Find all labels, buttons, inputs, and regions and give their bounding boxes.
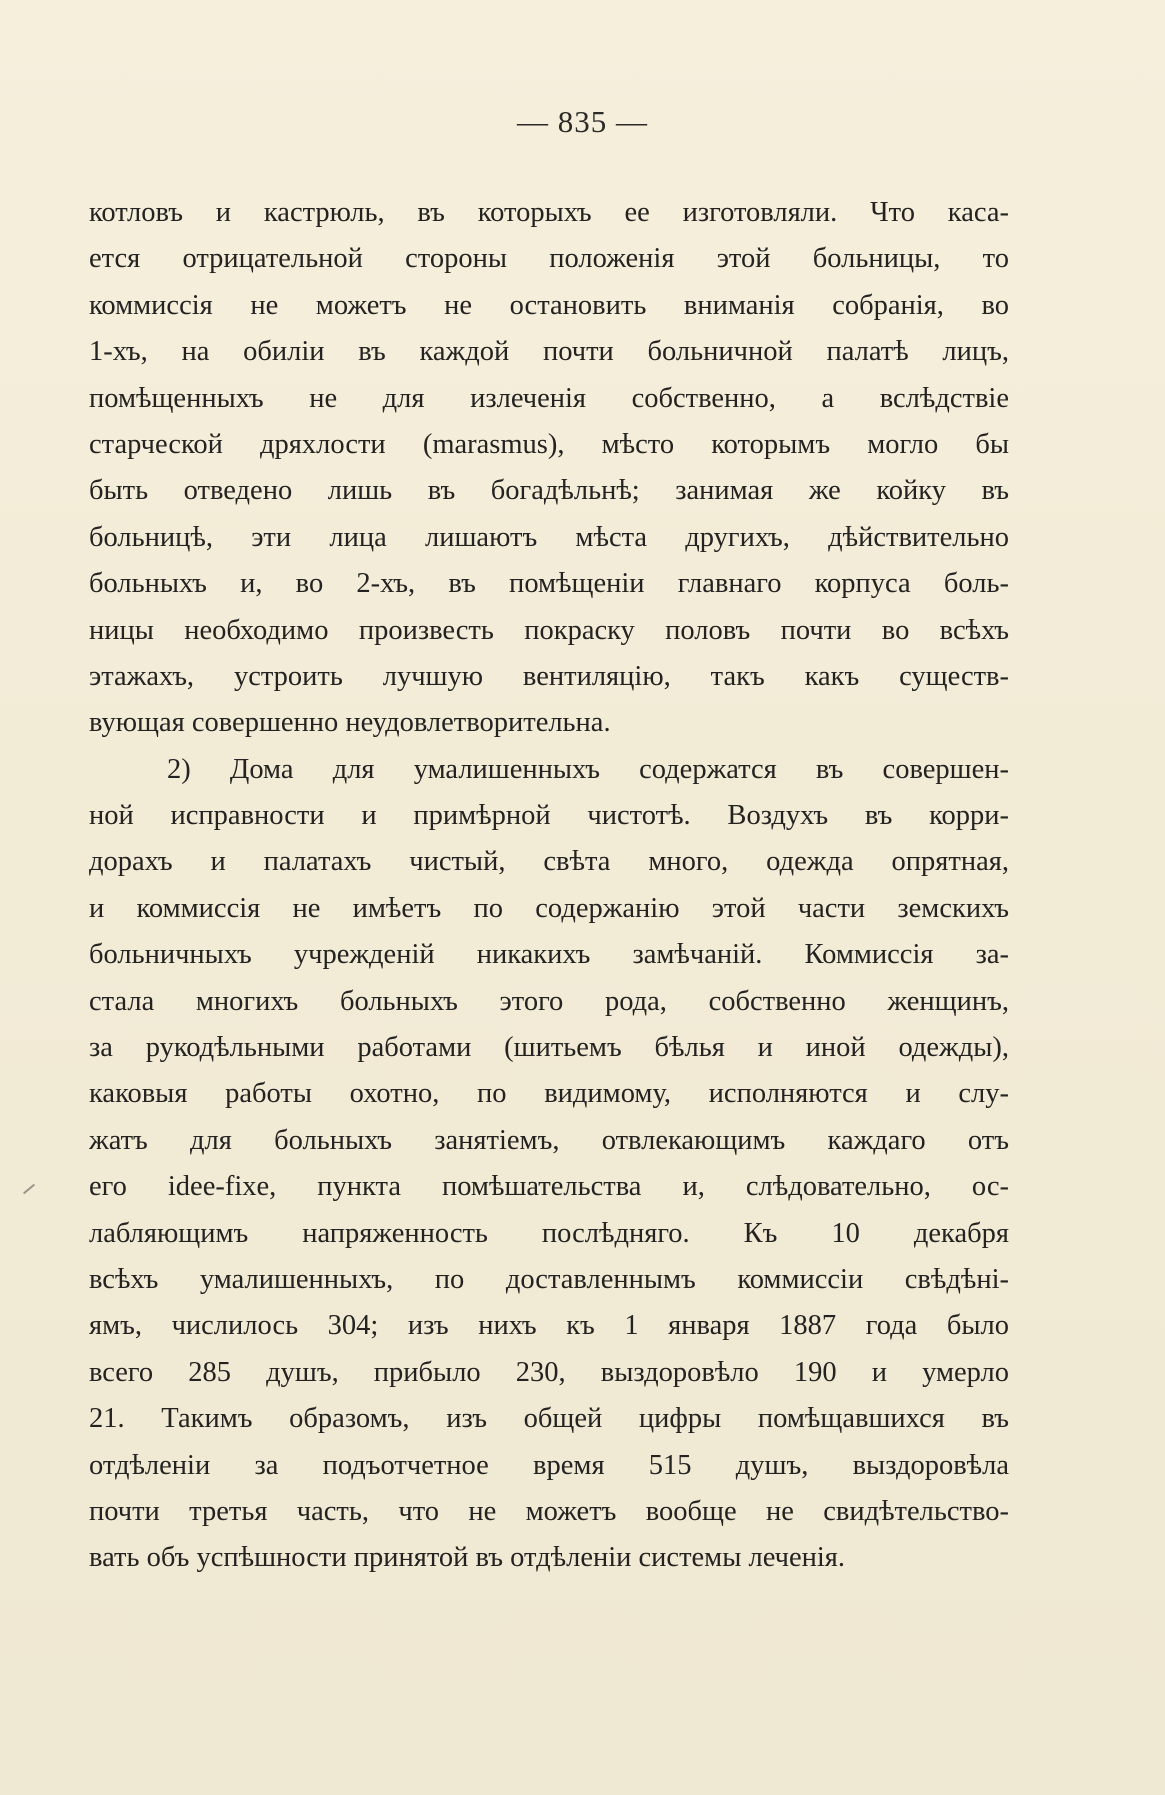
text-line: отдѣленіи за подъотчетное время 515 душъ, выздоровѣла [89,1449,1009,1481]
text-line: помѣщенныхъ не для излеченія собственно, а вслѣдствіе [89,382,1009,414]
margin-mark [23,1184,35,1195]
text-line: больницѣ, эти лица лишаютъ мѣста другихъ, дѣйствительно [89,521,1009,553]
text-line: почти третья часть, что не можетъ вообще не свидѣтельство- [89,1495,1009,1527]
text-line: ямъ, числилось 304; изъ нихъ къ 1 января 1887 года было [89,1310,1009,1342]
text-line: больничныхъ учрежденій никакихъ замѣчаній. Коммиссія за- [89,939,1009,971]
text-line: стала многихъ больныхъ этого рода, собственно женщинъ, [89,985,1009,1017]
text-line: вующая совершенно неудовлетворительна. [89,707,611,739]
text-line: дорахъ и палатахъ чистый, свѣта много, одежда опрятная, [89,846,1009,878]
text-line: котловъ и кастрюль, въ которыхъ ее изготовляли. Что каса- [89,197,1009,228]
text-line: за рукодѣльными работами (шитьемъ бѣлья и иной одежды), [89,1032,1009,1064]
text-line: всего 285 душъ, прибыло 230, выздоровѣло 190 и умерло [89,1356,1009,1388]
text-line: этажахъ, устроить лучшую вентиляцію, такъ какъ существ- [89,660,1009,692]
text-line: вать объ успѣшности принятой въ отдѣленіи системы леченія. [89,1542,846,1574]
text-line: жатъ для больныхъ занятіемъ, отвлекающимъ каждаго отъ [89,1124,1009,1156]
text-line: 21. Такимъ образомъ, изъ общей цифры помѣщавшихся въ [89,1403,1009,1435]
text-line: ницы необходимо произвесть покраску половъ почти во всѣхъ [89,614,1009,646]
text-line: 1-хъ, на обиліи въ каждой почти больничной палатѣ лицъ, [89,336,1009,368]
text-line: ется отрицательной стороны положенія этой больницы, то [89,243,1009,275]
text-line: коммиссія не можетъ не остановить вниманія собранія, во [89,289,1009,321]
text-line: ной исправности и примѣрной чистотѣ. Воздухъ въ корри- [89,800,1009,832]
text-line: лабляющимъ напряженность послѣдняго. Къ 10 декабря [89,1217,1009,1249]
text-line: 2) Дома для умалишенныхъ содержатся въ совершен- [167,753,1009,785]
body-text [89,190,1009,1582]
text-line: и коммиссія не имѣетъ по содержанію этой части земскихъ [89,892,1009,924]
page-number: — 835 — [517,104,648,139]
text-line: больныхъ и, во 2-хъ, въ помѣщеніи главнаго корпуса боль- [89,568,1009,600]
text-line: старческой дряхлости (marasmus), мѣсто которымъ могло бы [89,428,1009,460]
text-line: его idee-fixe, пункта помѣшательства и, слѣдовательно, ос- [89,1171,1009,1203]
text-line: быть отведено лишь въ богадѣльнѣ; занимая же койку въ [89,475,1009,507]
text-line: всѣхъ умалишенныхъ, по доставленнымъ коммиссіи свѣдѣні- [89,1263,1009,1295]
text-line: каковыя работы охотно, по видимому, исполняются и слу- [89,1078,1009,1110]
